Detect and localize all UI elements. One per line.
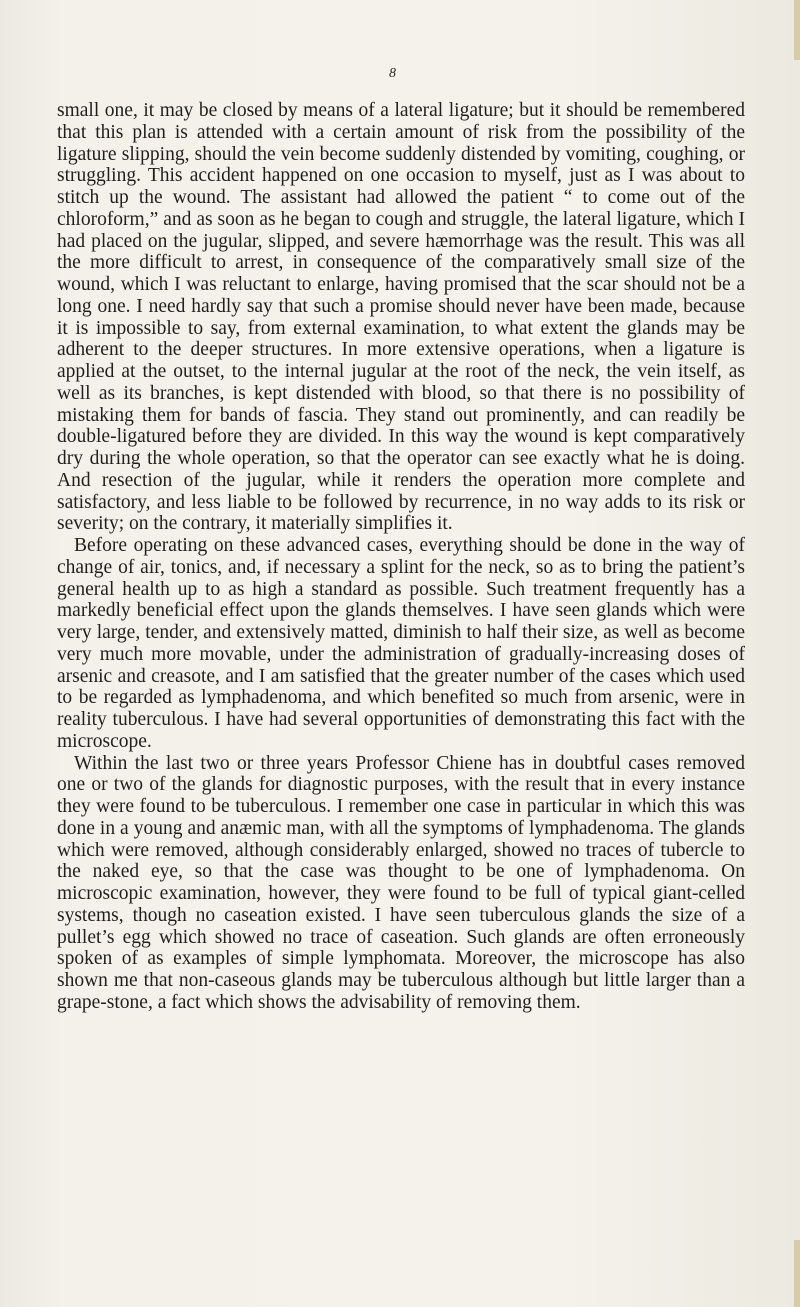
page-number: 8: [389, 66, 396, 81]
paragraph-3: Within the last two or three years Professor Chiene has in doubtful cases removed one or two of the glands for diagnostic purposes, with the result that in every instance they were found to be tuberculous. I remember one case in particular in which this was done in a young and anæmic man, with all the symptoms of lymphadenoma. The glands which were removed, although considerably enlarged, showed no traces of tubercle to the naked eye, so that the case was thought to be one of lymphadenoma. On microscopic examination, however, they were found to be full of typical giant-celled systems, though no caseation existed. I have seen tuberculous glands the size of a pullet’s egg which showed no trace of caseation. Such glands are often erroneously spoken of as examples of simple lymphomata. Moreover, the microscope has also shown me that non-caseous glands may be tuberculous although but little larger than a grape-stone, a fact which shows the advisability of removing them.: [57, 752, 745, 1013]
paragraph-1: small one, it may be closed by means of a lateral ligature; but it should be remembered that this plan is attended with a certain amount of risk from the possibility of the ligature slipping, should the vein become suddenly distended by vomiting, coughing, or struggling. This accident happened on one occasion to myself, just as I was about to stitch up the wound. The assistant had allowed the patient “ to come out of the chloroform,” and as soon as he began to cough and struggle, the lateral ligature, which I had placed on the jugular, slipped, and severe hæmorrhage was the result. This was all the more difficult to arrest, in consequence of the comparatively small size of the wound, which I was reluctant to enlarge, having promised that the scar should not be a long one. I need hardly say that such a promise should never have been made, because it is impossible to say, from external examination, to what extent the glands may be adherent to the deeper structures. In more extensive operations, when a ligature is applied at the outset, to the internal jugular at the root of the neck, the vein itself, as well as its branches, is kept distended with blood, so that there is no possibility of mistaking them for bands of fascia. They stand out prominently, and can readily be double-ligatured before they are divided. In this way the wound is kept comparatively dry during the whole operation, so that the operator can see exactly what he is doing. And resection of the jugular, while it renders the operation more complete and satisfactory, and less liable to be followed by recurrence, in no way adds to its risk or severity; on the contrary, it materially simplifies it.: [57, 100, 745, 535]
body-text: [57, 100, 745, 1014]
page-edge-stain: [794, 0, 800, 60]
page-edge-stain: [794, 1240, 800, 1307]
paragraph-2: Before operating on these advanced cases, everything should be done in the way of change of air, tonics, and, if necessary a splint for the neck, so as to bring the patient’s general health up to as high a standard as possible. Such treatment frequently has a markedly beneficial effect upon the glands themselves. I have seen glands which were very large, tender, and extensively matted, diminish to half their size, as well as become very much more movable, under the administration of gradually-increasing doses of arsenic and creasote, and I am satisfied that the greater number of the cases which used to be regarded as lymphadenoma, and which benefited so much from arsenic, were in reality tuberculous. I have had several opportunities of demonstrating this fact with the microscope.: [57, 535, 745, 752]
